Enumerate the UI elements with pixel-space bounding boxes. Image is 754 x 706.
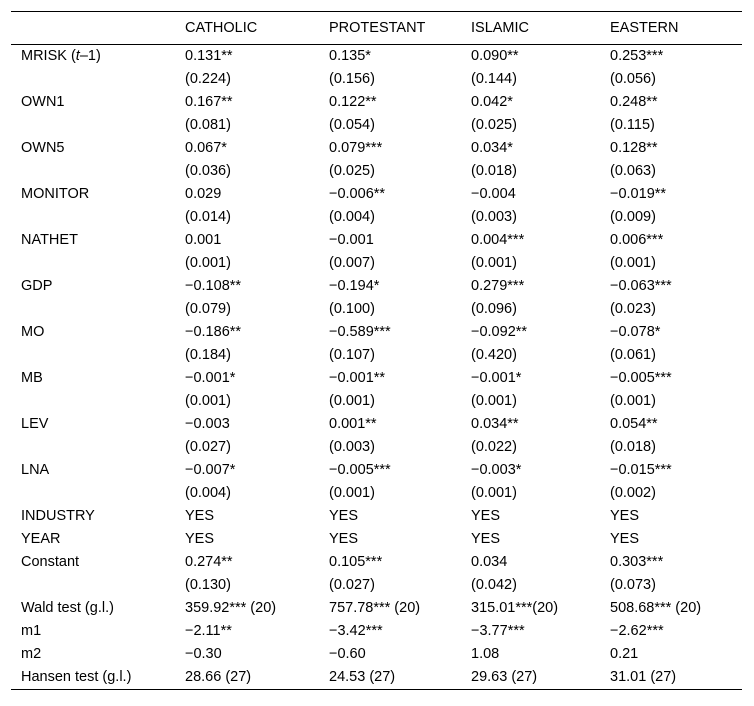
row-label: LEV — [21, 416, 49, 432]
table-row — [11, 183, 742, 206]
table-cell: (0.061) — [610, 347, 656, 363]
table-cell: (0.073) — [610, 577, 656, 593]
table-cell: −2.62*** — [610, 623, 664, 639]
table-cell: 315.01***(20) — [471, 600, 559, 616]
table-cell: YES — [610, 531, 640, 547]
row-label: LNA — [21, 462, 50, 478]
table-cell: (0.004) — [185, 485, 231, 501]
table-cell: (0.156) — [329, 71, 375, 87]
table-cell: (0.023) — [610, 301, 656, 317]
table-row — [11, 551, 742, 574]
table-cell: 0.274** — [185, 554, 233, 570]
table-row — [11, 459, 742, 482]
table-row — [11, 206, 742, 229]
table-cell: (0.001) — [185, 393, 231, 409]
table-cell: (0.054) — [329, 117, 375, 133]
table-cell: (0.003) — [471, 209, 517, 225]
table-cell: YES — [329, 531, 359, 547]
table-cell: (0.027) — [185, 439, 231, 455]
table-cell: 0.131** — [185, 48, 233, 64]
table-cell: −0.001* — [471, 370, 522, 386]
table-cell: (0.001) — [471, 485, 517, 501]
table-cell: (0.004) — [329, 209, 375, 225]
table-cell: (0.002) — [610, 485, 656, 501]
table-cell: 24.53 (27) — [329, 669, 396, 685]
table-cell: 29.63 (27) — [471, 669, 538, 685]
table-cell: 0.079*** — [329, 140, 383, 156]
table-row — [11, 344, 742, 367]
table-row — [11, 436, 742, 459]
table-cell: −0.589*** — [329, 324, 391, 340]
table-cell: (0.022) — [471, 439, 517, 455]
table-cell: 0.042* — [471, 94, 513, 110]
table-cell: (0.018) — [610, 439, 656, 455]
table-row — [11, 643, 742, 666]
table-cell: (0.081) — [185, 117, 231, 133]
table-cell: −3.77*** — [471, 623, 525, 639]
table-row — [11, 275, 742, 298]
table-cell: 0.034 — [471, 554, 508, 570]
table-cell: (0.115) — [610, 117, 655, 133]
table-cell: (0.001) — [329, 393, 375, 409]
table-cell: (0.009) — [610, 209, 656, 225]
row-label: OWN5 — [21, 140, 65, 156]
table-cell: (0.025) — [471, 117, 517, 133]
table-body — [11, 45, 742, 689]
table-cell: YES — [471, 508, 501, 524]
header-cell-protestant: PROTESTANT — [329, 20, 426, 36]
table-cell: (0.001) — [610, 255, 656, 271]
table-cell: 0.029 — [185, 186, 222, 202]
table-cell: −0.004 — [471, 186, 516, 202]
table-cell: 31.01 (27) — [610, 669, 677, 685]
row-label: NATHET — [21, 232, 78, 248]
table-cell: 0.303*** — [610, 554, 664, 570]
row-label: Hansen test (g.l.) — [21, 669, 132, 685]
table-cell: −0.001* — [185, 370, 236, 386]
table-cell: −0.078* — [610, 324, 661, 340]
table-cell: −0.063*** — [610, 278, 672, 294]
table-cell: −0.006** — [329, 186, 386, 202]
table-cell: (0.079) — [185, 301, 231, 317]
table-cell: 359.92*** (20) — [185, 600, 277, 616]
table-cell: (0.144) — [471, 71, 517, 87]
row-label: Wald test (g.l.) — [21, 600, 114, 616]
table-cell: 0.001 — [185, 232, 222, 248]
header-cell-catholic: CATHOLIC — [185, 20, 258, 36]
table-cell: −0.001 — [329, 232, 374, 248]
table-cell: (0.001) — [610, 393, 656, 409]
table-row — [11, 367, 742, 390]
table-cell: −0.001** — [329, 370, 386, 386]
table-row — [11, 390, 742, 413]
table-cell: 0.006*** — [610, 232, 664, 248]
regression-table — [11, 11, 742, 690]
table-row — [11, 229, 742, 252]
table-row — [11, 574, 742, 597]
table-cell: 0.001** — [329, 416, 377, 432]
table-cell: −3.42*** — [329, 623, 383, 639]
table-cell: 0.054** — [610, 416, 658, 432]
row-label: YEAR — [21, 531, 61, 547]
table-row — [11, 137, 742, 160]
table-cell: YES — [610, 508, 640, 524]
table-cell: (0.001) — [185, 255, 231, 271]
row-label: Constant — [21, 554, 80, 570]
table-cell: (0.018) — [471, 163, 517, 179]
header-cell-eastern: EASTERN — [610, 20, 679, 36]
table-header-row — [11, 12, 742, 45]
table-cell: (0.100) — [329, 301, 375, 317]
table-cell: 0.122** — [329, 94, 377, 110]
table-cell: 0.167** — [185, 94, 233, 110]
row-label: MONITOR — [21, 186, 90, 202]
table-cell: 0.248** — [610, 94, 658, 110]
table-cell: 0.034* — [471, 140, 513, 156]
table-row — [11, 298, 742, 321]
table-cell: (0.096) — [471, 301, 517, 317]
table-cell: (0.063) — [610, 163, 656, 179]
table-row — [11, 160, 742, 183]
table-cell: 757.78*** (20) — [329, 600, 421, 616]
table-cell: YES — [185, 531, 215, 547]
row-label: m2 — [21, 646, 42, 662]
table-cell: 0.128** — [610, 140, 658, 156]
table-cell: YES — [185, 508, 215, 524]
table-row — [11, 321, 742, 344]
table-cell: (0.003) — [329, 439, 375, 455]
table-cell: −0.005*** — [610, 370, 672, 386]
table-cell: (0.056) — [610, 71, 656, 87]
table-cell: 0.253*** — [610, 48, 664, 64]
table-cell: 0.105*** — [329, 554, 383, 570]
table-row — [11, 252, 742, 275]
table-cell: 1.08 — [471, 646, 500, 662]
table-row — [11, 597, 742, 620]
row-label: OWN1 — [21, 94, 65, 110]
table-row — [11, 666, 742, 689]
table-cell: −0.30 — [185, 646, 222, 662]
table-cell: −0.108** — [185, 278, 242, 294]
table-cell: 0.21 — [610, 646, 639, 662]
table-cell: 28.66 (27) — [185, 669, 252, 685]
table-cell: 0.090** — [471, 48, 519, 64]
table-cell: YES — [329, 508, 359, 524]
table-row — [11, 482, 742, 505]
table-cell: (0.014) — [185, 209, 231, 225]
row-label: GDP — [21, 278, 53, 294]
table-cell: (0.184) — [185, 347, 231, 363]
table-cell: 0.067* — [185, 140, 227, 156]
table-cell: (0.025) — [329, 163, 375, 179]
row-label: MO — [21, 324, 45, 340]
table-cell: 0.034** — [471, 416, 519, 432]
table-cell: −0.005*** — [329, 462, 391, 478]
table-row — [11, 68, 742, 91]
table-row — [11, 505, 742, 528]
table-cell: (0.001) — [471, 255, 517, 271]
table-cell: (0.027) — [329, 577, 375, 593]
table-cell: (0.042) — [471, 577, 517, 593]
table-cell: (0.420) — [471, 347, 517, 363]
row-label: MB — [21, 370, 43, 386]
table-cell: −0.092** — [471, 324, 528, 340]
table-row — [11, 413, 742, 436]
table-row — [11, 45, 742, 68]
table-cell: −0.003* — [471, 462, 522, 478]
table-cell: (0.001) — [471, 393, 517, 409]
row-label: INDUSTRY — [21, 508, 95, 524]
table-row — [11, 114, 742, 137]
table-cell: 0.279*** — [471, 278, 525, 294]
table-row — [11, 620, 742, 643]
table-cell: −0.015*** — [610, 462, 672, 478]
table-cell: −2.11** — [185, 623, 232, 639]
table-cell: (0.036) — [185, 163, 231, 179]
row-label: m1 — [21, 623, 42, 639]
table-cell: (0.224) — [185, 71, 231, 87]
table-cell: 0.135* — [329, 48, 371, 64]
table-cell: 0.004*** — [471, 232, 525, 248]
table-cell: (0.007) — [329, 255, 375, 271]
header-cell-islamic: ISLAMIC — [471, 20, 530, 36]
table-cell: −0.194* — [329, 278, 380, 294]
table-cell: −0.019** — [610, 186, 667, 202]
row-label: MRISK (t–1) — [21, 48, 101, 64]
table-cell: (0.130) — [185, 577, 231, 593]
table-row — [11, 528, 742, 551]
table-cell: YES — [471, 531, 501, 547]
table-cell: −0.007* — [185, 462, 236, 478]
table-cell: (0.107) — [329, 347, 375, 363]
table-cell: −0.003 — [185, 416, 230, 432]
table-cell: −0.186** — [185, 324, 242, 340]
table-cell: 508.68*** (20) — [610, 600, 702, 616]
table-cell: −0.60 — [329, 646, 366, 662]
table-cell: (0.001) — [329, 485, 375, 501]
table-row — [11, 91, 742, 114]
